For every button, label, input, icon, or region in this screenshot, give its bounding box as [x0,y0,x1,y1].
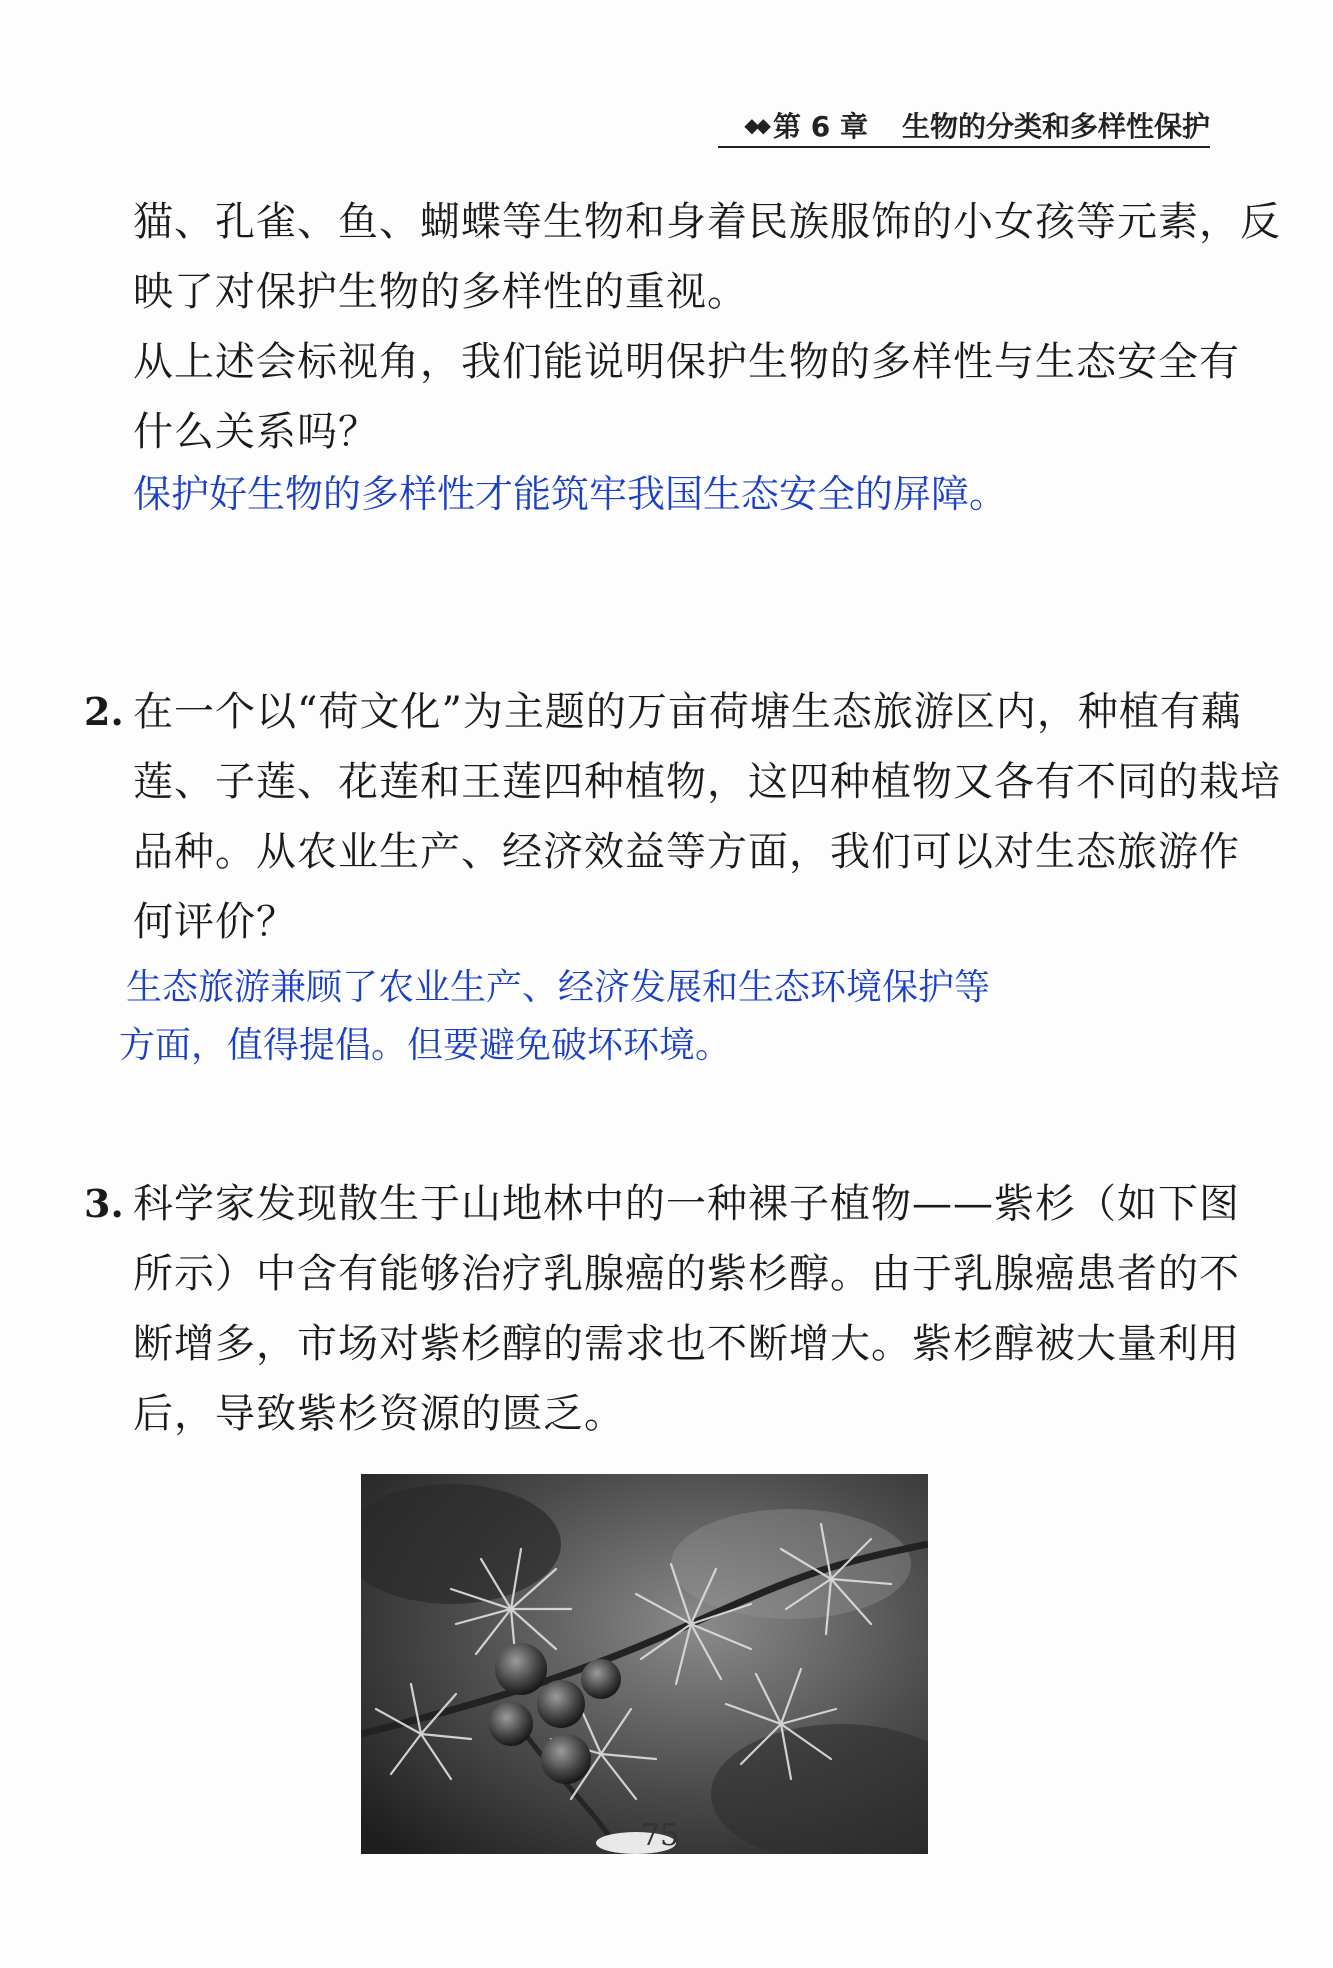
q2-answer-line-2: 方面，值得提倡。但要避免破坏环境。 [119,1025,732,1066]
q2-number: 2. [84,689,124,734]
q1-answer: 保护好生物的多样性才能筑牢我国生态安全的屏障。 [133,472,1008,516]
q3-line-1: 科学家发现散生于山地林中的一种裸子植物——紫杉（如下图 [133,1181,1240,1227]
q3-line-3: 断增多，市场对紫杉醇的需求也不断增大。紫杉醇被大量利用 [133,1321,1240,1367]
yew-photo [361,1474,928,1854]
q3-line-2: 所示）中含有能够治疗乳腺癌的紫杉醇。由于乳腺癌患者的不 [133,1251,1240,1297]
yew-berry [541,1734,591,1784]
q1-line-3: 从上述会标视角，我们能说明保护生物的多样性与生态安全有 [133,339,1240,385]
q1-line-1: 猫、孔雀、鱼、蝴蝶等生物和身着民族服饰的小女孩等元素，反 [133,199,1281,245]
q3-number: 3. [84,1181,124,1226]
page-number: 75 [640,1818,680,1853]
q1-line-4: 什么关系吗？ [133,409,379,455]
q2-line-2: 莲、子莲、花莲和王莲四种植物，这四种植物又各有不同的栽培 [133,759,1281,805]
q2-line-4: 何评价？ [133,899,297,945]
chapter-header [718,104,1210,148]
q2-line-3: 品种。从农业生产、经济效益等方面，我们可以对生态旅游作 [133,829,1240,875]
q2-line-1: 在一个以“荷文化”为主题的万亩荷塘生态旅游区内，种植有藕 [133,689,1242,735]
q2-answer-line-1: 生态旅游兼顾了农业生产、经济发展和生态环境保护等 [126,967,991,1008]
chapter-title: 生物的分类和多样性保护 [901,110,1210,143]
q1-line-2: 映了对保护生物的多样性的重视。 [133,269,748,315]
yew-branch-image [361,1474,928,1854]
q3-line-4: 后，导致紫杉资源的匮乏。 [133,1391,625,1437]
yew-berry [581,1659,621,1699]
chapter-number: 第 6 章 [773,110,868,143]
yew-berry [495,1643,547,1695]
yew-berry [537,1680,585,1728]
diamond-icon: ◆◆ [744,113,767,137]
yew-berry [489,1702,533,1746]
